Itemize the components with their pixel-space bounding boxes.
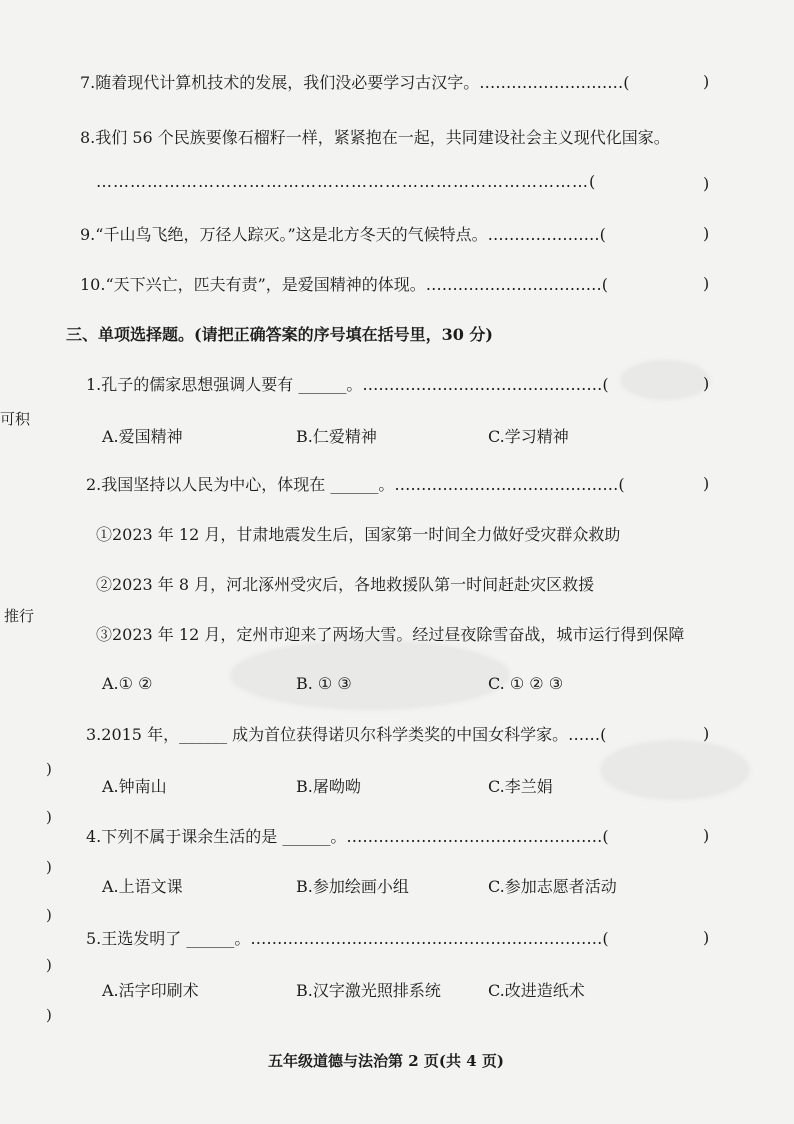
statement-item-2: ②2023 年 8 月，河北涿州受灾后，各地救援队第一时间赶赴灾区救援 [96, 575, 595, 594]
page-footer: 五年级道德与法治第 2 页(共 4 页) [268, 1052, 504, 1070]
answer-paren-q9[interactable]: ) [703, 224, 710, 243]
choice-q1-stem: 1.孔子的儒家思想强调人要有 ______。………………………………………( [86, 375, 609, 394]
choice-q5-stem: 5.王选发明了 ______。…………………………………………………………( [86, 929, 609, 948]
option-c: C.学习精神 [488, 427, 569, 446]
answer-paren-c1[interactable]: ) [703, 374, 710, 393]
option-a: A.活字印刷术 [102, 981, 199, 1000]
option-b: B. ① ③ [296, 674, 352, 693]
statement-item-1: ①2023 年 12 月，甘肃地震发生后，国家第一时间全力做好受灾群众救助 [96, 525, 621, 544]
answer-paren-c4[interactable]: ) [703, 826, 710, 845]
left-edge-paren: ) [46, 906, 52, 924]
option-a: A.上语文课 [102, 877, 183, 896]
statement-item-3: ③2023 年 12 月，定州市迎来了两场大雪。经过昼夜除雪奋战，城市运行得到保障 [96, 625, 685, 644]
answer-paren-c5[interactable]: ) [703, 928, 710, 947]
option-b: B.屠呦呦 [296, 777, 361, 796]
answer-paren-c2[interactable]: ) [703, 474, 710, 493]
option-c: C.李兰娟 [488, 777, 553, 796]
answer-paren-q7[interactable]: ) [703, 72, 710, 91]
option-c: C.改进造纸术 [488, 981, 585, 1000]
left-edge-text: 推行 [4, 607, 35, 625]
answer-paren-c3[interactable]: ) [703, 724, 710, 743]
judgement-q8: 8.我们 56 个民族要像石榴籽一样，紧紧抱在一起，共同建设社会主义现代化国家。 [80, 128, 670, 147]
choice-q4-stem: 4.下列不属于课余生活的是 ______。…………………………………………( [86, 827, 609, 846]
option-b: B.仁爱精神 [296, 427, 377, 446]
option-c: C.参加志愿者活动 [488, 877, 617, 896]
option-b: B.参加绘画小组 [296, 877, 409, 896]
judgement-q8-dots: ……………………………………………………………………………( [96, 172, 597, 191]
option-a: A.爱国精神 [102, 427, 183, 446]
left-edge-paren: ) [46, 956, 52, 974]
left-edge-paren: ) [46, 808, 52, 826]
answer-paren-q8[interactable]: ) [703, 174, 710, 193]
choice-q2-stem: 2.我国坚持以人民为中心，体现在 ______。……………………………………( [86, 475, 625, 494]
answer-paren-q10[interactable]: ) [703, 274, 710, 293]
judgement-q10: 10.“天下兴亡，匹夫有责”，是爱国精神的体现。……………………………( [80, 275, 609, 294]
choice-q3-stem: 3.2015 年，______ 成为首位获得诺贝尔科学类奖的中国女科学家。……( [86, 725, 607, 744]
option-a: A.① ② [102, 674, 153, 693]
left-edge-paren: ) [46, 858, 52, 876]
option-c: C. ① ② ③ [488, 674, 564, 693]
option-b: B.汉字激光照排系统 [296, 981, 441, 1000]
option-a: A.钟南山 [102, 777, 167, 796]
left-edge-paren: ) [46, 760, 52, 778]
judgement-q9: 9.“千山鸟飞绝，万径人踪灭。”这是北方冬天的气候特点。…………………( [80, 225, 606, 244]
judgement-q7: 7.随着现代计算机技术的发展，我们没必要学习古汉字。………………………( [80, 73, 630, 92]
left-edge-text: 可积 [0, 410, 31, 428]
section-title: 三、单项选择题。(请把正确答案的序号填在括号里，30 分) [66, 325, 493, 344]
left-edge-paren: ) [46, 1006, 52, 1024]
